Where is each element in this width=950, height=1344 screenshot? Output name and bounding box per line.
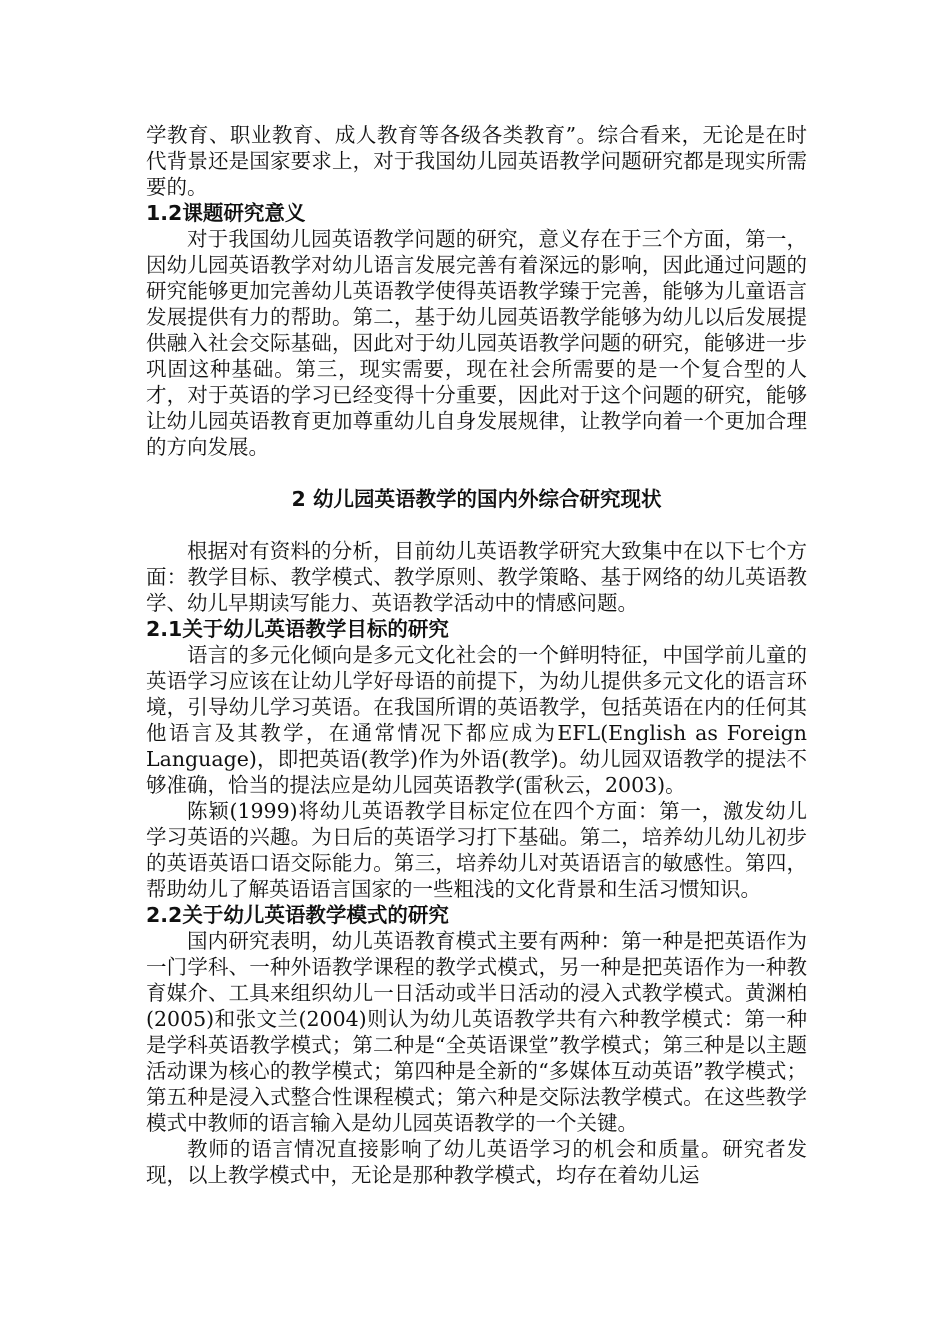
section-2-1-paragraph-1: 语言的多元化倾向是多元文化社会的一个鲜明特征，中国学前儿童的英语学习应该在让幼儿学好母语的前提下，为幼儿提供多元文化的语言环境，引导幼儿学习英语。在我国所谓的英语教学，包括英语在内的任何其他语言及其教学，在通常情况下都应成为EFL(English as Foreign Language)，即把英语(教学)作为外语(教学)。幼儿园双语教学的提法不够准确，恰当的提法应是幼儿园英语教学(雷秋云，2003)。 <box>146 643 807 797</box>
document-page <box>146 122 807 1188</box>
section-1-2-heading: 1.2课题研究意义 <box>146 201 306 225</box>
section-2-1-heading: 2.1关于幼儿英语教学目标的研究 <box>146 617 449 641</box>
section-2-1-paragraph-2: 陈颖(1999)将幼儿英语教学目标定位在四个方面：第一，激发幼儿学习英语的兴趣。为日后的英语学习打下基础。第二，培养幼儿幼儿初步的英语英语口语交际能力。第三，培养幼儿对英语语言的敏感性。第四，帮助幼儿了解英语语言国家的一些粗浅的文化背景和生活习惯知识。 <box>146 799 807 901</box>
section-2-2-paragraph-2: 教师的语言情况直接影响了幼儿英语学习的机会和质量。研究者发现，以上教学模式中，无论是那种教学模式，均存在着幼儿运 <box>146 1137 807 1187</box>
chapter-2-paragraph: 根据对有资料的分析，目前幼儿英语教学研究大致集中在以下七个方面：教学目标、教学模式、教学原则、教学策略、基于网络的幼儿英语教学、幼儿早期读写能力、英语教学活动中的情感问题。 <box>146 539 807 615</box>
section-1-2-paragraph: 对于我国幼儿园英语教学问题的研究，意义存在于三个方面，第一，因幼儿园英语教学对幼儿语言发展完善有着深远的影响，因此通过问题的研究能够更加完善幼儿英语教学使得英语教学臻于完善，能够为儿童语言发展提供有力的帮助。第二，基于幼儿园英语教学能够为幼儿以后发展提供融入社会交际基础，因此对于幼儿园英语教学问题的研究，能够进一步巩固这种基础。第三，现实需要，现在社会所需要的是一个复合型的人才，对于英语的学习已经变得十分重要，因此对于这个问题的研究，能够让幼儿园英语教育更加尊重幼儿自身发展规律，让教学向着一个更加合理的方向发展。 <box>146 227 807 459</box>
section-2-2-paragraph-1: 国内研究表明，幼儿英语教育模式主要有两种：第一种是把英语作为一门学科、一种外语教学课程的教学式模式，另一种是把英语作为一种教育媒介、工具来组织幼儿一日活动或半日活动的浸入式教学模式。黄渊柏(2005)和张文兰(2004)则认为幼儿英语教学共有六种教学模式：第一种是学科英语教学模式；第二种是“全英语课堂”教学模式；第三种是以主题活动课为核心的教学模式；第四种是全新的“多媒体互动英语”教学模式；第五种是浸入式整合性课程模式；第六种是交际法教学模式。在这些教学模式中教师的语言输入是幼儿园英语教学的一个关键。 <box>146 929 807 1135</box>
intro-paragraph: 学教育、职业教育、成人教育等各级各类教育”。综合看来，无论是在时代背景还是国家要求上，对于我国幼儿园英语教学问题研究都是现实所需要的。 <box>146 123 807 199</box>
chapter-2-heading: 2 幼儿园英语教学的国内外综合研究现状 <box>291 487 662 511</box>
section-2-2-heading: 2.2关于幼儿英语教学模式的研究 <box>146 903 449 927</box>
